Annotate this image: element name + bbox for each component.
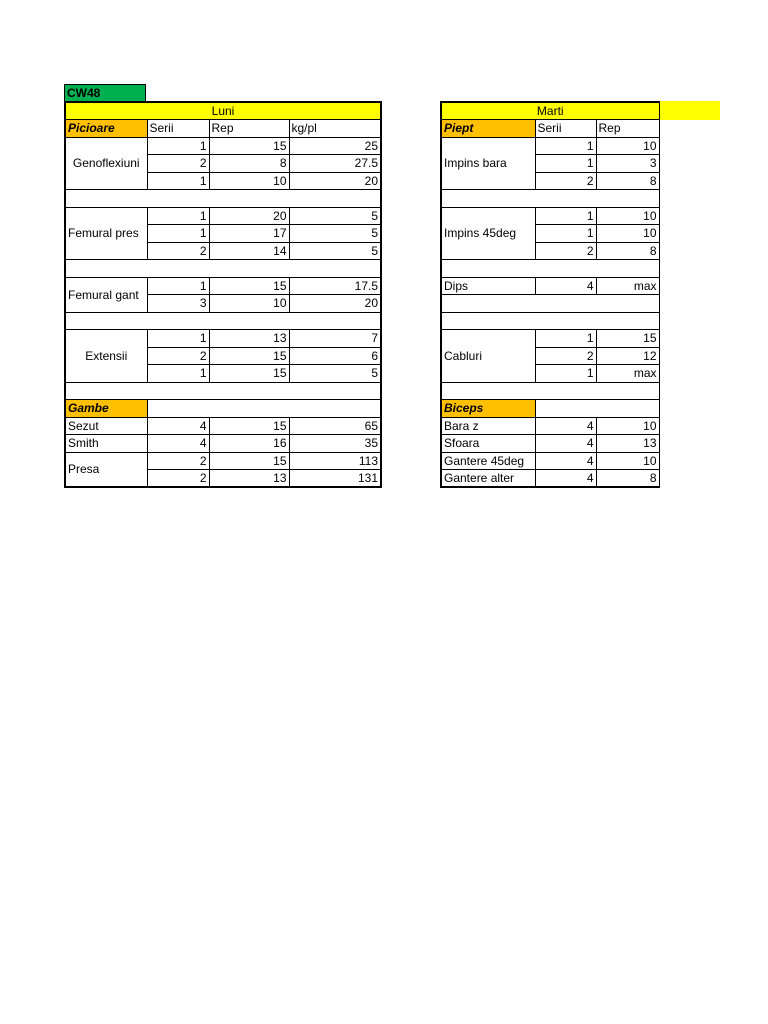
spacer-row [65, 260, 381, 278]
cell-rep: 15 [209, 137, 289, 155]
cell-rep: 16 [209, 435, 289, 453]
cell-serii: 2 [147, 155, 209, 173]
cell-kg: 35 [289, 435, 381, 453]
exercise-name: Bara z [441, 417, 535, 435]
cell-serii: 4 [535, 452, 596, 470]
table-row [65, 452, 381, 470]
cell-serii: 3 [147, 295, 209, 313]
group-header-biceps: Biceps [441, 400, 535, 418]
table-row [65, 207, 381, 225]
group-header-picioare: Picioare [65, 120, 147, 138]
exercise-name: Cabluri [441, 330, 535, 383]
cell-serii: 1 [535, 365, 596, 383]
group-header-gambe: Gambe [65, 400, 147, 418]
cell-kg: 25 [289, 137, 381, 155]
spacer-row [441, 312, 659, 330]
cell-serii: 2 [535, 347, 596, 365]
col-header-serii: Serii [535, 120, 596, 138]
cell-rep: 15 [209, 365, 289, 383]
cell-rep: 10 [596, 417, 659, 435]
cell-serii: 1 [147, 207, 209, 225]
cell-serii: 4 [147, 435, 209, 453]
cell-kg: 5 [289, 365, 381, 383]
cell-serii: 1 [535, 155, 596, 173]
cell-rep: 20 [209, 207, 289, 225]
exercise-name: Dips [441, 277, 535, 295]
cell-rep: 15 [209, 417, 289, 435]
table-row [441, 137, 659, 155]
exercise-name: Impins 45deg [441, 207, 535, 260]
exercise-name: Gantere alter [441, 470, 535, 488]
cell-rep: 13 [209, 330, 289, 348]
table-row [441, 452, 659, 470]
cell-kg: 17.5 [289, 277, 381, 295]
exercise-name: Smith [65, 435, 147, 453]
col-header-rep: Rep [596, 120, 659, 138]
cell-serii: 1 [147, 137, 209, 155]
table-row [441, 470, 659, 488]
cell-rep: 13 [209, 470, 289, 488]
exercise-name: Femural gant [65, 277, 147, 312]
cell-serii: 1 [147, 330, 209, 348]
cell-rep: 10 [209, 172, 289, 190]
monday-table [64, 101, 382, 488]
cell-serii: 2 [535, 172, 596, 190]
table-row [65, 330, 381, 348]
cell-rep: 12 [596, 347, 659, 365]
spacer-row [65, 312, 381, 330]
cell-rep: 3 [596, 155, 659, 173]
cell-serii: 1 [535, 137, 596, 155]
cell-kg: 6 [289, 347, 381, 365]
cell-rep: 13 [596, 435, 659, 453]
cell-kg: 5 [289, 242, 381, 260]
col-header-serii: Serii [147, 120, 209, 138]
col-header-kg: kg/pl [289, 120, 381, 138]
cell-kg: 20 [289, 172, 381, 190]
col-header-rep: Rep [209, 120, 289, 138]
cell-kg: 5 [289, 225, 381, 243]
exercise-name: Genoflexiuni [65, 137, 147, 190]
table-row [441, 417, 659, 435]
cell-serii: 2 [147, 242, 209, 260]
cell-rep: 15 [209, 347, 289, 365]
table-row [65, 417, 381, 435]
cell-serii: 1 [147, 225, 209, 243]
exercise-name: Sfoara [441, 435, 535, 453]
cell-serii: 4 [535, 470, 596, 488]
table-row [65, 277, 381, 295]
table-row [441, 277, 659, 295]
cell-rep: 8 [596, 172, 659, 190]
table-row [441, 330, 659, 348]
exercise-name: Sezut [65, 417, 147, 435]
cell-serii: 2 [535, 242, 596, 260]
cell-serii: 1 [147, 365, 209, 383]
cell-serii: 4 [535, 417, 596, 435]
exercise-name: Gantere 45deg [441, 452, 535, 470]
cell-serii: 2 [147, 452, 209, 470]
spacer-row [441, 382, 659, 400]
exercise-name: Femural pres [65, 207, 147, 260]
cell-kg: 131 [289, 470, 381, 488]
cell-kg: 20 [289, 295, 381, 313]
cell-rep: 10 [596, 452, 659, 470]
table-row [65, 137, 381, 155]
cell-rep: max [596, 277, 659, 295]
exercise-name: Impins bara [441, 137, 535, 190]
cell-rep: 10 [596, 137, 659, 155]
tuesday-table [440, 101, 660, 488]
week-label: CW48 [64, 84, 146, 102]
spacer-row [441, 260, 659, 278]
group-header-piept: Piept [441, 120, 535, 138]
cell-rep: 14 [209, 242, 289, 260]
cell-rep: 17 [209, 225, 289, 243]
cell-serii: 2 [147, 347, 209, 365]
cell-rep: 10 [596, 207, 659, 225]
cell-serii: 4 [535, 435, 596, 453]
table-row [65, 435, 381, 453]
spacer-row [65, 382, 381, 400]
cell-rep: max [596, 365, 659, 383]
spacer-row [441, 190, 659, 208]
cell-rep: 15 [596, 330, 659, 348]
cell-rep: 15 [209, 452, 289, 470]
day-header-marti: Marti [441, 102, 659, 120]
cell-serii: 1 [147, 172, 209, 190]
cell-rep: 8 [596, 242, 659, 260]
exercise-name: Presa [65, 452, 147, 487]
table-row [441, 435, 659, 453]
cell-kg: 27.5 [289, 155, 381, 173]
cell-kg: 65 [289, 417, 381, 435]
highlight-strip [657, 101, 720, 120]
spacer-row [65, 190, 381, 208]
cell-serii: 4 [535, 277, 596, 295]
day-header-luni: Luni [65, 102, 381, 120]
cell-serii: 1 [535, 225, 596, 243]
cell-kg: 113 [289, 452, 381, 470]
cell-rep: 10 [596, 225, 659, 243]
cell-serii: 1 [147, 277, 209, 295]
cell-serii: 1 [535, 330, 596, 348]
cell-serii: 1 [535, 207, 596, 225]
exercise-name: Extensii [65, 330, 147, 383]
cell-serii: 4 [147, 417, 209, 435]
cell-kg: 7 [289, 330, 381, 348]
spacer-row [441, 295, 659, 313]
cell-rep: 15 [209, 277, 289, 295]
cell-kg: 5 [289, 207, 381, 225]
cell-rep: 8 [596, 470, 659, 488]
cell-serii: 2 [147, 470, 209, 488]
cell-rep: 8 [209, 155, 289, 173]
table-row [441, 207, 659, 225]
cell-rep: 10 [209, 295, 289, 313]
